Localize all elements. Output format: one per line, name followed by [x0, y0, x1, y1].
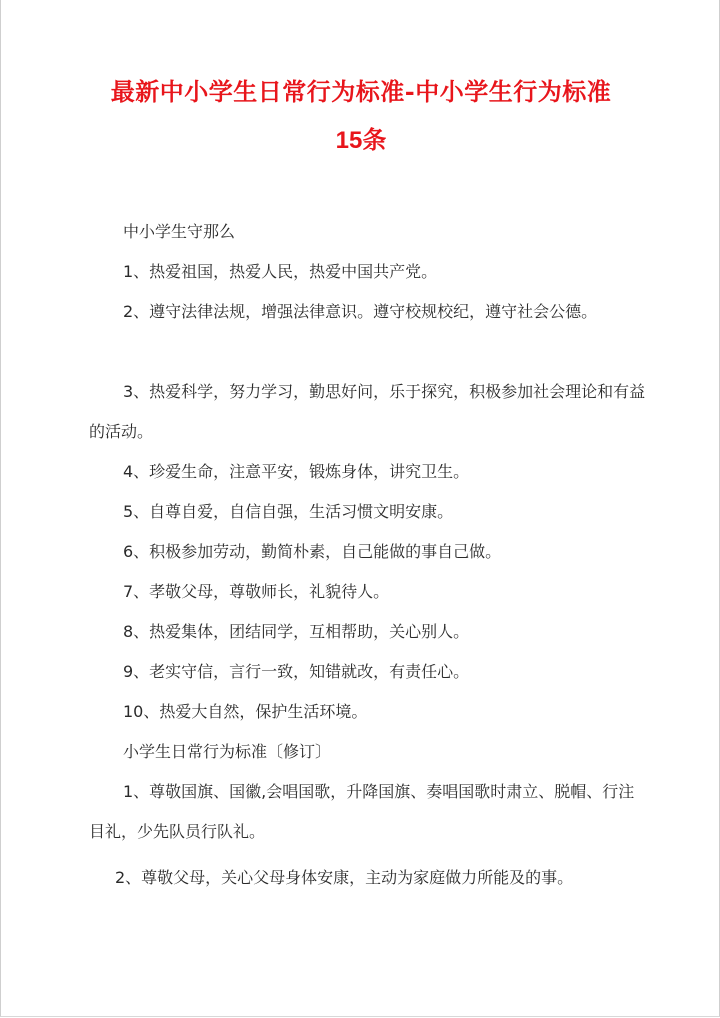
standard-item-2: 2、尊敬父母，关心父母身体安康，主动为家庭做力所能及的事。 [115, 868, 574, 887]
rule-item-2: 2、遵守法律法规，增强法律意识。遵守校规校纪，遵守社会公德。 [123, 302, 598, 321]
rule-item-3: 3、热爱科学，努力学习，勤思好问，乐于探究，积极参加社会理论和有益的活动。 [89, 382, 646, 441]
title-suffix: 条 [362, 125, 387, 154]
rule-item-1: 1、热爱祖国，热爱人民，热爱中国共产党。 [123, 262, 438, 281]
rule-item-9: 9、老实守信，言行一致，知错就改，有责任心。 [123, 662, 470, 681]
section-heading-rules: 中小学生守那么 [123, 222, 236, 241]
title-number: 15 [335, 127, 363, 154]
rule-item-7: 7、孝敬父母，尊敬师长，礼貌待人。 [123, 582, 390, 601]
rule-item-4: 4、珍爱生命，注意平安，锻炼身体，讲究卫生。 [123, 462, 470, 481]
rule-item-6: 6、积极参加劳动，勤简朴素，自己能做的事自己做。 [123, 542, 502, 561]
rule-item-8: 8、热爱集体，团结同学，互相帮助，关心别人。 [123, 622, 470, 641]
document-title-line-2 [71, 120, 651, 155]
section-heading-standards: 小学生日常行为标准〔修订〕 [123, 742, 332, 761]
rule-item-5: 5、自尊自爱，自信自强，生活习惯文明安康。 [123, 502, 454, 521]
rule-item-10: 10、热爱大自然，保护生活环境。 [123, 702, 368, 721]
standard-item-1: 1、尊敬国旗、国徽,会唱国歌，升降国旗、奏唱国歌时肃立、脱帽、行注目礼，少先队员行队礼。 [89, 782, 635, 841]
document-title-line-1: 最新中小学生日常行为标准-中小学生行为标准 [110, 77, 612, 106]
